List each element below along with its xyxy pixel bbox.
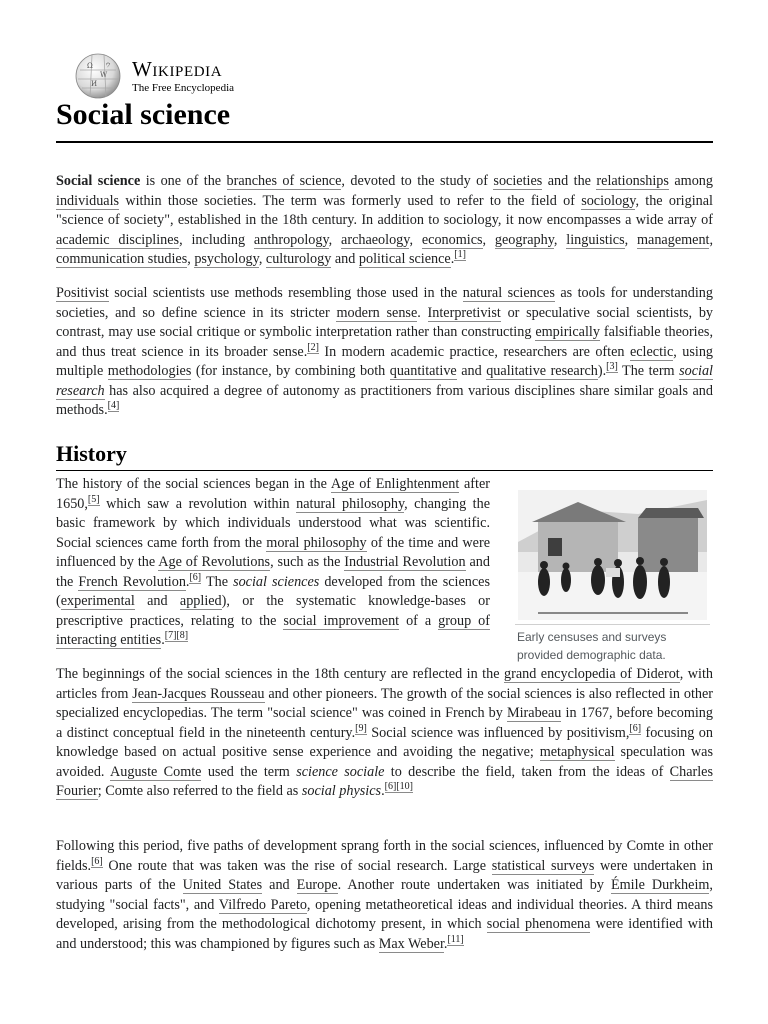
reference-6d[interactable]: [6] [91,855,103,867]
link-quantitative[interactable]: quantitative [389,363,457,379]
link-archaeology[interactable]: archaeology [341,231,410,248]
link-modern-sense[interactable]: modern sense [336,304,418,321]
link-auguste-comte[interactable]: Auguste Comte [110,763,202,780]
reference-8[interactable]: [8] [176,630,189,642]
link-max-weber[interactable]: Max Weber [378,935,444,952]
wordmark: Wikipedia [132,56,223,81]
reference-9[interactable]: [9] [355,722,367,734]
link-methodologies[interactable]: methodologies [107,363,192,379]
reference-3[interactable]: [3] [606,361,618,373]
link-individuals[interactable]: individuals [56,192,120,209]
link-societies[interactable]: societies [493,173,543,189]
link-french-revolution[interactable]: French Revolution [78,573,186,590]
link-geography[interactable]: geography [494,231,554,248]
link-statistical-surveys[interactable]: statistical surveys [491,857,595,874]
link-economics[interactable]: economics [421,231,483,248]
svg-text:W: W [100,71,108,79]
census-engraving-image[interactable] [518,490,707,620]
link-linguistics[interactable]: linguistics [566,231,625,248]
link-communication-studies[interactable]: communication studies [56,251,188,267]
link-social-phenomena[interactable]: social phenomena [486,916,591,932]
figure-census [515,488,710,664]
svg-text:И: И [91,80,98,88]
link-anthropology[interactable]: anthropology [253,231,329,248]
link-experimental[interactable]: experimental [60,593,135,609]
link-political-science[interactable]: political science [358,251,451,267]
link-europe[interactable]: Europe [296,877,338,893]
link-management[interactable]: management [637,231,710,248]
link-natural-sciences[interactable]: natural sciences [462,285,555,301]
link-applied[interactable]: applied [179,593,222,609]
reference-6c[interactable]: [6] [384,781,397,793]
bold-term: Social science [56,173,141,189]
reference-1[interactable]: [1] [454,249,466,261]
history-paragraph-1: The history of the social sciences began in the Age of Enlightenment after 1650,[5] which saw a revolution within natural philosophy, changing the basic framework by which individuals understood what was scientific. Social sciences came forth from the moral philosophy of the time and were influenced by the Age of Revolutions, such as the Industrial Revolution and the French Revolution.[6] The social sciences developed from the sciences (experimental and applied), or the systematic knowledge-bases or prescriptive practices, relating to the social improvement of a group of interacting entities.[7][8] [56,476,490,648]
link-academic-disciplines[interactable]: academic disciplines [56,231,180,248]
link-eclectic[interactable]: eclectic [629,343,674,360]
history-paragraph-3: Following this period, five paths of development sprang forth in the social sciences, influenced by Comte in other fields.[6] One route that was taken was the rise of social research. Large statistical surveys were undertaken in various parts of the United States and Europe. Another route undertaken was initiated by Émile Durkheim, studying "social facts", and Vilfredo Pareto, opening metatheoretical ideas and individual theories. A third means developed, arising from the methodological dichotomy present, in which social phenomena were identified with and understood; this was championed by figures such as Max Weber.[11] [56,838,714,952]
link-sociology[interactable]: sociology [581,192,636,209]
intro-paragraph-1: Social science is one of the branches of science, devoted to the study of societies and the relationships among individuals within those societies. The term was formerly used to refer to the field of sociology, the original "science of society", established in the 18th century. In addition to sociology, it now encompasses a wide array of academic disciplines, including anthropology, archaeology, economics, geography, linguistics, management, communication studies, psychology, culturology and political science.[1] [56,173,714,267]
figure-caption: Early censuses and surveys provided demographic data. [517,630,667,662]
link-jean-jacques-rousseau[interactable]: Jean-Jacques Rousseau [132,685,265,702]
svg-text:ウ: ウ [105,62,112,69]
reference-6b[interactable]: [6] [629,722,642,734]
link-age-of-revolutions[interactable]: Age of Revolutions [158,554,271,570]
reference-11[interactable]: [11] [447,933,464,945]
link-social-improvement[interactable]: social improvement [283,612,400,629]
link-relationships[interactable]: relationships [596,173,669,189]
reference-5[interactable]: [5] [87,493,100,505]
link-interpretivist[interactable]: Interpretivist [427,304,501,321]
link-culturology[interactable]: culturology [265,251,332,267]
link-empirically[interactable]: empirically [535,324,600,340]
link-mirabeau[interactable]: Mirabeau [507,705,562,721]
intro-paragraph-2: Positivist social scientists use methods resembling those used in the natural sciences as tools for understanding societies, and so define science in its stricter modern sense. Interpretivist or speculative social scientists, by contrast, may use social critique or symbolic interpretation rather than constructing empirically falsifiable theories, and thus treat science in its broader sense.[2] In modern academic practice, researchers are often eclectic, using multiple methodologies (for instance, by combining both quantitative and qualitative research).[3] The term social research has also acquired a degree of autonomy as practitioners from various disciplines share similar goals and methods.[4] [56,285,714,418]
section-heading-history: History [56,440,713,471]
link-united-states[interactable]: United States [182,877,263,893]
link-grand-encyclopedia-of-diderot[interactable]: grand encyclopedia of Diderot [504,666,680,682]
link-age-of-enlightenment[interactable]: Age of Enlightenment [330,476,460,492]
link-charles-fourier[interactable]: Charles Fourier [56,763,713,799]
reference-7[interactable]: [7] [164,630,177,642]
link-group-of-interacting-entities[interactable]: group of interacting entities [56,612,490,648]
link-psychology[interactable]: psychology [194,251,259,267]
page-title: Social science [56,93,713,143]
link-qualitative-research[interactable]: qualitative research [486,363,598,379]
reference-4[interactable]: [4] [107,400,120,412]
reference-6[interactable]: [6] [189,571,202,583]
tagline: The Free Encyclopedia [132,81,235,94]
link-branches-of-science[interactable]: branches of science [226,173,342,189]
link-emile-durkheim[interactable]: Émile Durkheim [610,877,710,893]
link-natural-philosophy[interactable]: natural philosophy [296,495,405,512]
history-paragraph-2: The beginnings of the social sciences in the 18th century are reflected in the grand encyclopedia of Diderot, with articles from Jean-Jacques Rousseau and other pioneers. The growth of the social sciences is also reflected in other specialized encyclopedias. The term "social science" was coined in French by Mirabeau in 1767, before becoming a distinct conceptual field in the nineteenth century.[9] Social science was influenced by positivism,[6] focusing on knowledge based on actual positive sense experience and avoiding the negative; metaphysical speculation was avoided. Auguste Comte used the term science sociale to describe the field, taken from the ideas of Charles Fourier; Comte also referred to the field as social physics.[6][10] [56,666,714,799]
link-metaphysical[interactable]: metaphysical [539,744,615,760]
link-vilfredo-pareto[interactable]: Vilfredo Pareto [218,896,307,913]
svg-text:Ω: Ω [87,62,93,70]
link-social-research[interactable]: social research [56,363,713,399]
link-industrial-revolution[interactable]: Industrial Revolution [344,554,466,570]
reference-10[interactable]: [10] [396,781,413,793]
link-positivist[interactable]: Positivist [56,285,109,301]
link-moral-philosophy[interactable]: moral philosophy [266,534,367,551]
reference-2[interactable]: [2] [307,341,319,353]
